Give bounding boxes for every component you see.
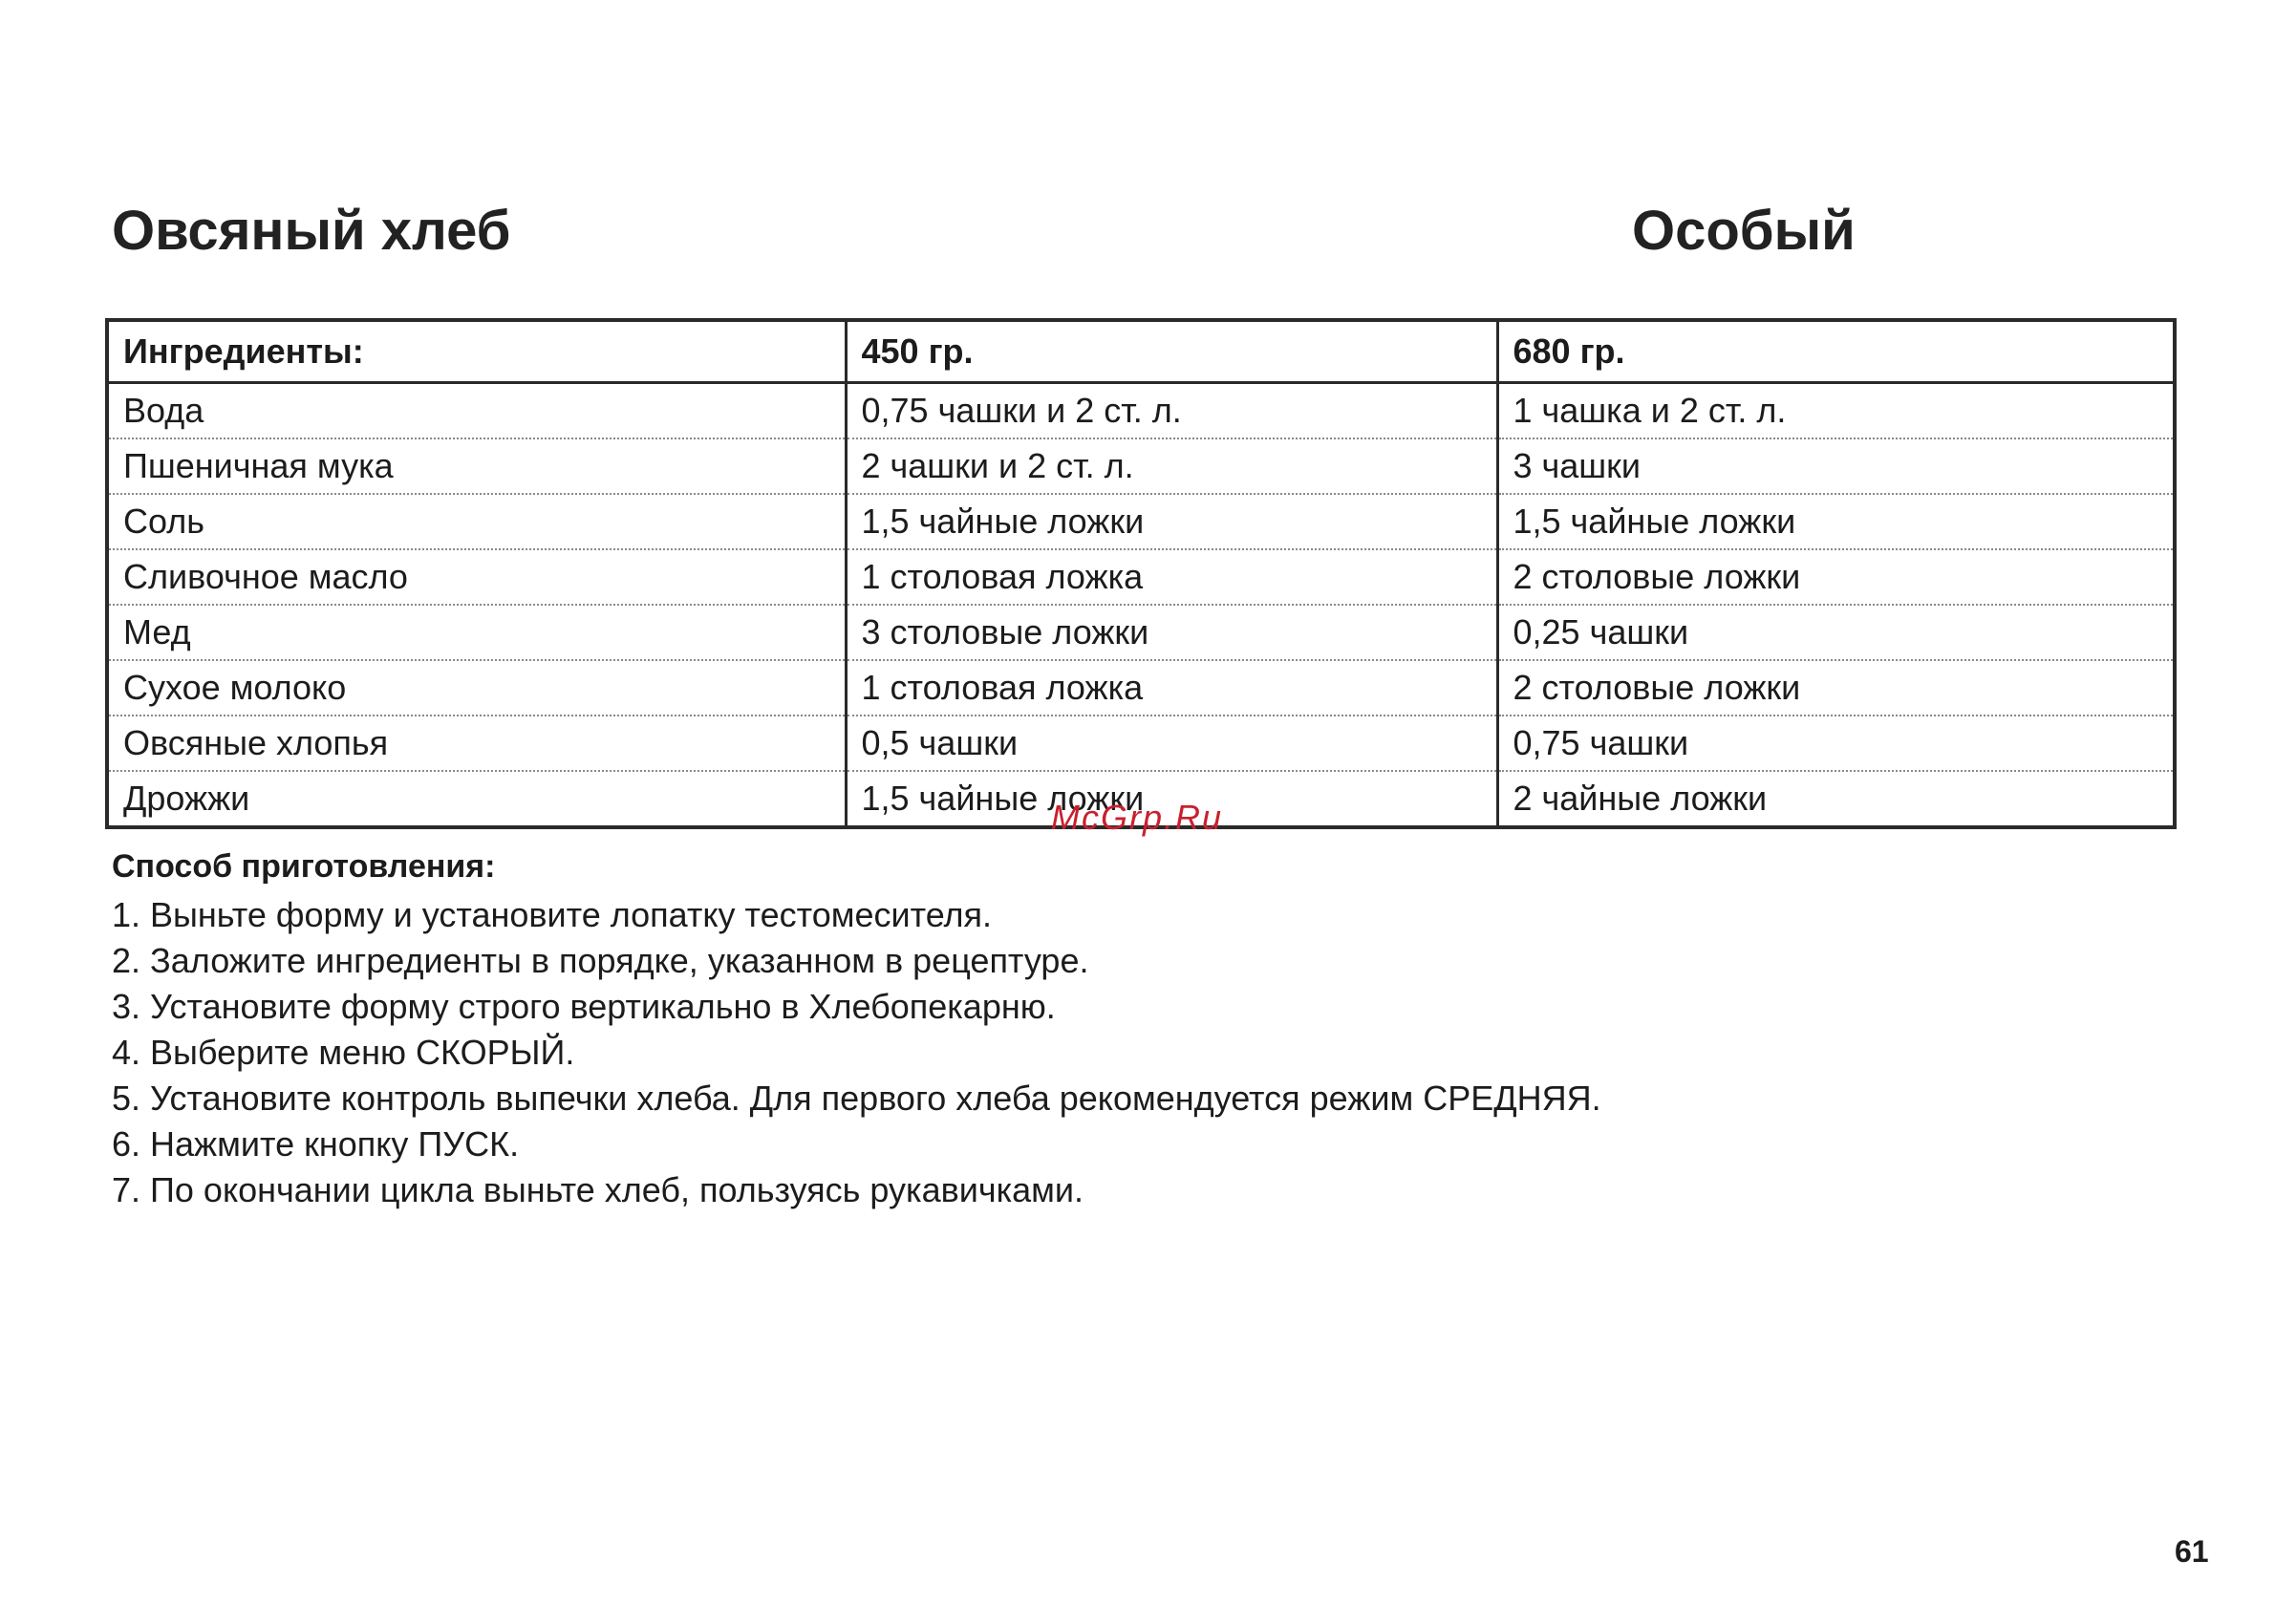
program-mode: Особый <box>1632 200 1856 262</box>
list-item: 5. Установите контроль выпечки хлеба. Для первого хлеба рекомендуется режим СРЕДНЯЯ. <box>112 1079 1601 1118</box>
amount-450g: 0,75 чашки и 2 ст. л. <box>846 383 1497 439</box>
amount-450g: 1 столовая ложка <box>846 549 1497 605</box>
ingredient-name: Пшеничная мука <box>107 438 846 494</box>
amount-680g: 1 чашка и 2 ст. л. <box>1497 383 2175 439</box>
amount-450g: 1,5 чайные ложки <box>846 771 1497 827</box>
ingredient-name: Сухое молоко <box>107 660 846 716</box>
table-row <box>107 660 2175 716</box>
ingredient-name: Мед <box>107 605 846 660</box>
table-row <box>107 383 2175 439</box>
table-row <box>107 605 2175 660</box>
ingredient-name: Овсяные хлопья <box>107 716 846 771</box>
table-row <box>107 716 2175 771</box>
list-item: 6. Нажмите кнопку ПУСК. <box>112 1124 520 1164</box>
header-680g: 680 гр. <box>1497 320 2175 383</box>
recipe-title: Овсяный хлеб <box>112 200 511 262</box>
ingredient-name: Вода <box>123 391 204 430</box>
page-number: 61 <box>2175 1534 2209 1569</box>
table-row <box>107 494 2175 549</box>
amount-680g: 1,5 чайные ложки <box>1497 494 2175 549</box>
amount-450g: 3 столовые ложки <box>846 605 1497 660</box>
header-450g: 450 гр. <box>846 320 1497 383</box>
table-row <box>107 438 2175 494</box>
ingredient-name: Дрожжи <box>107 771 846 827</box>
amount-680g: 2 чайные ложки <box>1497 771 2175 827</box>
amount-680g: 0,75 чашки <box>1497 716 2175 771</box>
amount-450g: 0,5 чашки <box>846 716 1497 771</box>
ingredients-table <box>105 318 2177 829</box>
watermark: McGrp.Ru <box>1051 798 1224 837</box>
amount-450g: 1 столовая ложка <box>846 660 1497 716</box>
list-item: 7. По окончании цикла выньте хлеб, пользуясь рукавичками. <box>112 1170 1084 1209</box>
list-item: 3. Установите форму строго вертикально в Хлебопекарню. <box>112 987 1056 1026</box>
amount-680g: 2 столовые ложки <box>1497 660 2175 716</box>
amount-680g: 2 столовые ложки <box>1497 549 2175 605</box>
list-item: 2. Заложите ингредиенты в порядке, указанном в рецептуре. <box>112 941 1089 980</box>
amount-450g: 2 чашки и 2 ст. л. <box>846 438 1497 494</box>
method-heading: Способ приготовления: <box>112 848 496 885</box>
list-item: 1. Выньте форму и установите лопатку тестомесителя. <box>112 895 993 934</box>
ingredient-name: Соль <box>107 494 846 549</box>
amount-680g: 0,25 чашки <box>1497 605 2175 660</box>
header-ingredients: Ингредиенты: <box>107 320 846 383</box>
table-header-row <box>107 320 2175 383</box>
list-item: 4. Выберите меню СКОРЫЙ. <box>112 1033 575 1072</box>
table-row <box>107 549 2175 605</box>
amount-680g: 3 чашки <box>1497 438 2175 494</box>
ingredient-name: Сливочное масло <box>107 549 846 605</box>
method-steps <box>112 892 1601 1213</box>
amount-450g: 1,5 чайные ложки <box>846 494 1497 549</box>
